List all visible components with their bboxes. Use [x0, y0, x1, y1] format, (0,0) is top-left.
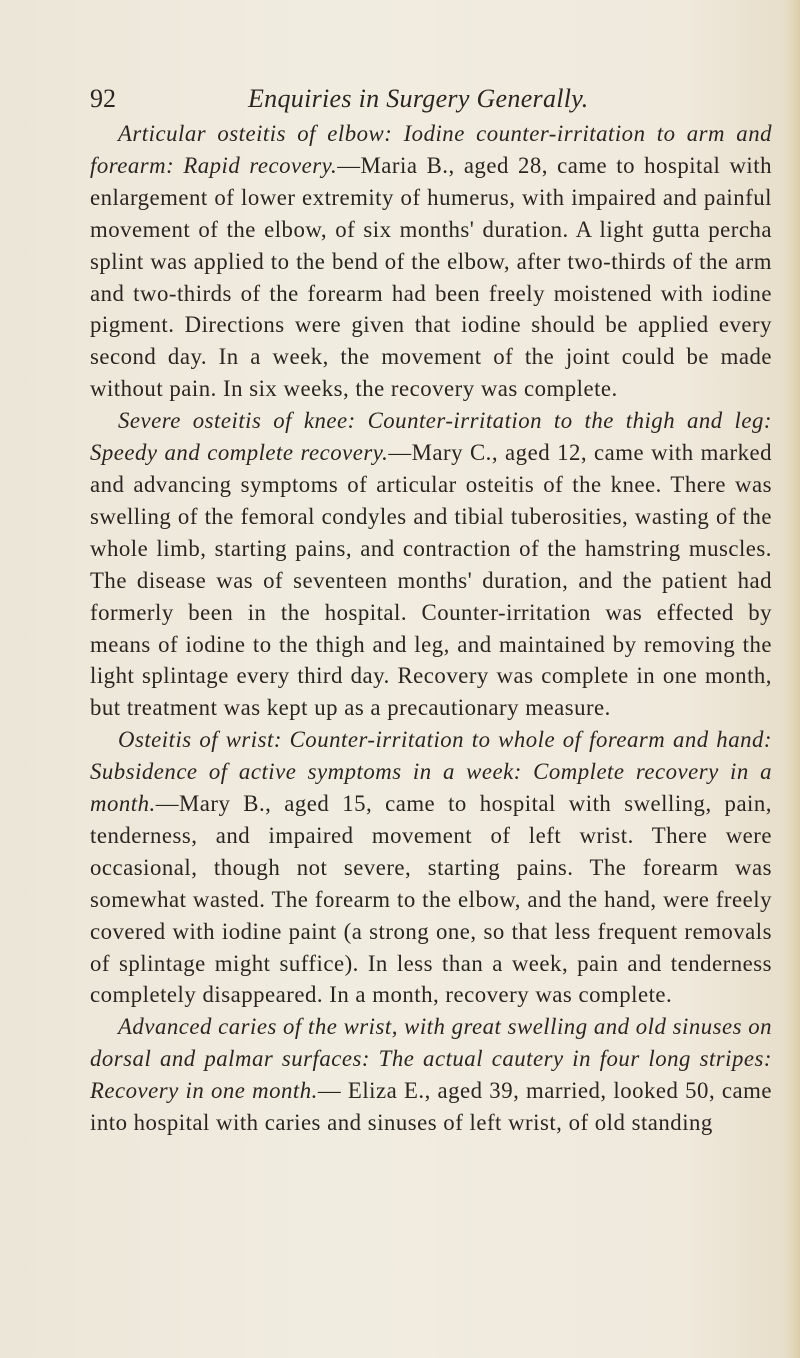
case-body-wrist: —Mary B., aged 15, came to hospital with swelling, pain, tenderness, and impaired movement of left wrist. There were occasional, though not severe, starting pains. The forearm was somewhat wasted. The forearm to the elbow, and the hand, were freely covered with iodine paint (a strong one, so that less frequent removals of splintage might suffice). In less than a week, pain and tenderness completely disappeared. In a month, recovery was complete. [90, 791, 772, 1008]
case-paragraph-knee [90, 405, 772, 724]
case-body-elbow: —Maria B., aged 28, came to hospital with enlargement of lower extremity of humerus, with impaired and painful movement of the elbow, of six months' duration. A light gutta percha splint was applied to the bend of the elbow, after two-thirds of the arm and two-thirds of the forearm had been freely moistened with iodine pigment. Directions were given that iodine should be applied every second day. In a week, the movement of the joint could be made without pain. In six weeks, the recovery was complete. [90, 152, 772, 402]
case-heading-caries: Advanced caries of the wrist, with great swelling and old sinuses on dorsal and palmar surfaces: The actual cautery in four long stripes: Recovery in one month. [90, 1014, 772, 1104]
body-text [90, 118, 772, 1139]
page-edge-shadow [786, 0, 800, 1358]
case-paragraph-wrist [90, 724, 772, 1011]
case-heading-wrist: Osteitis of wrist: Counter-irritation to whole of forearm and hand: Subsidence of active symptoms in a week: Complete recovery in a month. [90, 727, 772, 817]
page-number: 92 [90, 84, 116, 113]
case-paragraph-caries [90, 1011, 772, 1139]
case-paragraph-elbow [90, 118, 772, 405]
case-body-caries: — Eliza E., aged 39, married, looked 50, came into hospital with caries and sinuses of left wrist, of old standing [90, 1078, 772, 1136]
case-heading-knee: Severe osteitis of knee: Counter-irritation to the thigh and leg: Speedy and complete recovery. [90, 408, 772, 466]
page-header [90, 84, 780, 120]
case-heading-elbow: Articular osteitis of elbow: Iodine counter-irritation to arm and forearm: Rapid recovery. [90, 121, 772, 178]
case-body-knee: —Mary C., aged 12, came with marked and advancing symptoms of articular osteitis of the knee. There was swelling of the femoral condyles and tibial tuberosities, wasting of the whole limb, starting pains, and contraction of the hamstring muscles. The disease was of seventeen months' duration, and the patient had formerly been in the hospital. Counter-irritation was effected by means of iodine to the thigh and leg, and maintained by removing the light splintage every third day. Recovery was complete in one month, but treatment was kept up as a precautionary measure. [90, 440, 772, 721]
running-title: Enquiries in Surgery Generally. [248, 84, 589, 113]
